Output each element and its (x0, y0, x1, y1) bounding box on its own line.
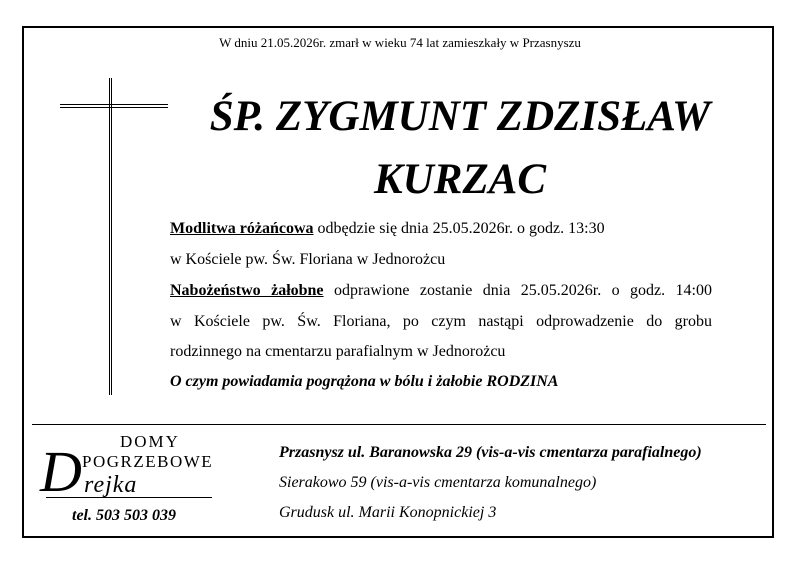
logo-line2: POGRZEBOWE (82, 452, 214, 471)
address-sierakowo: Sierakowo 59 (vis-a-vis cmentarza komunalnego) (279, 474, 597, 491)
rosary-label: Modlitwa różańcowa (170, 220, 314, 237)
logo-initial: D (40, 439, 82, 504)
logo-rule (46, 497, 212, 498)
deceased-name-line2: KURZAC (373, 156, 547, 203)
address-przasnysz: Przasnysz ul. Baranowska 29 (vis-a-vis cmentarza parafialnego) (279, 444, 702, 461)
rosary-text: odbędzie się dnia 25.05.2026r. o godz. 13:30 (313, 220, 605, 237)
rosary-line (170, 219, 605, 238)
logo-brand: rejka (84, 472, 138, 498)
service-line (170, 281, 712, 300)
service-place: w Kościele pw. Św. Floriana, po czym nastąpi odprowadzenie do grobu (170, 313, 712, 330)
death-notice-intro: W dniu 21.05.2026r. zmarł w wieku 74 lat zamieszkały w Przasnyszu (219, 35, 581, 50)
cross-icon-vertical (109, 78, 112, 395)
burial-place: rodzinnego na cmentarzu parafialnym w Jednorożcu (170, 343, 506, 360)
phone-number: tel. 503 503 039 (72, 507, 176, 524)
address-grudusk: Grudusk ul. Marii Konopnickiej 3 (279, 504, 497, 521)
service-label: Nabożeństwo żałobne (170, 282, 324, 299)
deceased-name-line1: ŚP. ZYGMUNT ZDZISŁAW (209, 93, 711, 140)
closing-line: O czym powiadamia pogrążona w bólu i żałobie RODZINA (170, 373, 559, 390)
service-text: odprawione zostanie dnia 25.05.2026r. o godz. 14:00 (323, 282, 713, 299)
footer-divider (32, 424, 766, 425)
logo-line1: DOMY (120, 432, 180, 451)
rosary-place: w Kościele pw. Św. Floriana w Jednorożcu (170, 251, 446, 268)
